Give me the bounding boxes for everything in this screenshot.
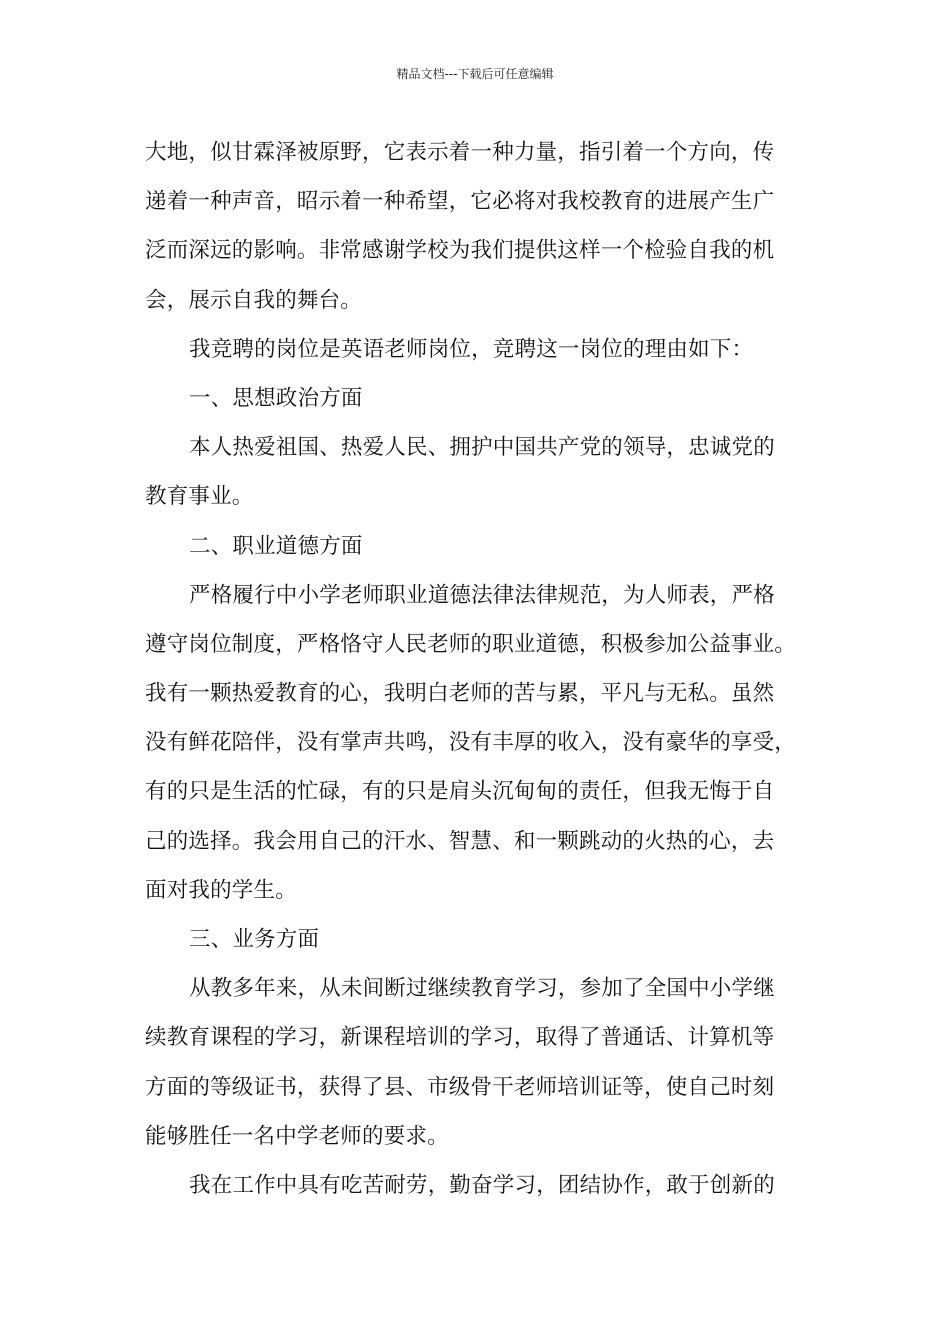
text-line: 本人热爱祖国、热爱人民、拥护中国共产党的领导，忠诚党的: [189, 435, 775, 461]
section-heading: 二、职业道德方面: [189, 533, 363, 559]
text-line: 续教育课程的学习，新课程培训的学习，取得了普通话、计算机等: [145, 1025, 775, 1051]
text-line: 能够胜任一名中学老师的要求。: [145, 1123, 449, 1149]
section-heading: 一、思想政治方面: [189, 385, 363, 411]
text-line: 大地，似甘霖泽被原野，它表示着一种力量，指引着一个方向，传: [145, 140, 775, 165]
text-line: 遵守岗位制度，严格恪守人民老师的职业道德，积极参加公益事业。: [145, 631, 797, 657]
text-line: 方面的等级证书，获得了县、市级骨干老师培训证等，使自己时刻: [145, 1074, 775, 1100]
text-line: 我竞聘的岗位是英语老师岗位，竞聘这一岗位的理由如下：: [189, 336, 754, 362]
text-line: 严格履行中小学老师职业道德法律法律规范，为人师表，严格: [189, 582, 775, 608]
text-line: 从教多年来，从未间断过继续教育学习，参加了全国中小学继: [189, 976, 775, 1002]
text-line: 泛而深远的影响。非常感谢学校为我们提供这样一个检验自我的机: [145, 238, 775, 264]
text-line: 我有一颗热爱教育的心，我明白老师的苦与累，平凡与无私。虽然: [145, 681, 775, 707]
document-body: [145, 128, 815, 1210]
text-line: 面对我的学生。: [145, 877, 297, 903]
text-line: 教育事业。: [145, 484, 254, 510]
text-line: 没有鲜花陪伴，没有掌声共鸣，没有丰厚的收入，没有豪华的享受，: [145, 730, 797, 756]
text-line: 有的只是生活的忙碌，有的只是肩头沉甸甸的责任，但我无悔于自: [145, 779, 775, 805]
text-line: 会，展示自我的舞台。: [145, 287, 363, 313]
section-heading: 三、业务方面: [189, 927, 320, 952]
text-line: 递着一种声音，昭示着一种希望，它必将对我校教育的进展产生广: [145, 189, 775, 215]
page-header: 精品文档---下载后可任意编辑: [396, 67, 554, 81]
text-line: 己的选择。我会用自己的汗水、智慧、和一颗跳动的火热的心，去: [145, 828, 775, 854]
text-line: 我在工作中具有吃苦耐劳，勤奋学习，团结协作，敢于创新的: [189, 1172, 775, 1198]
